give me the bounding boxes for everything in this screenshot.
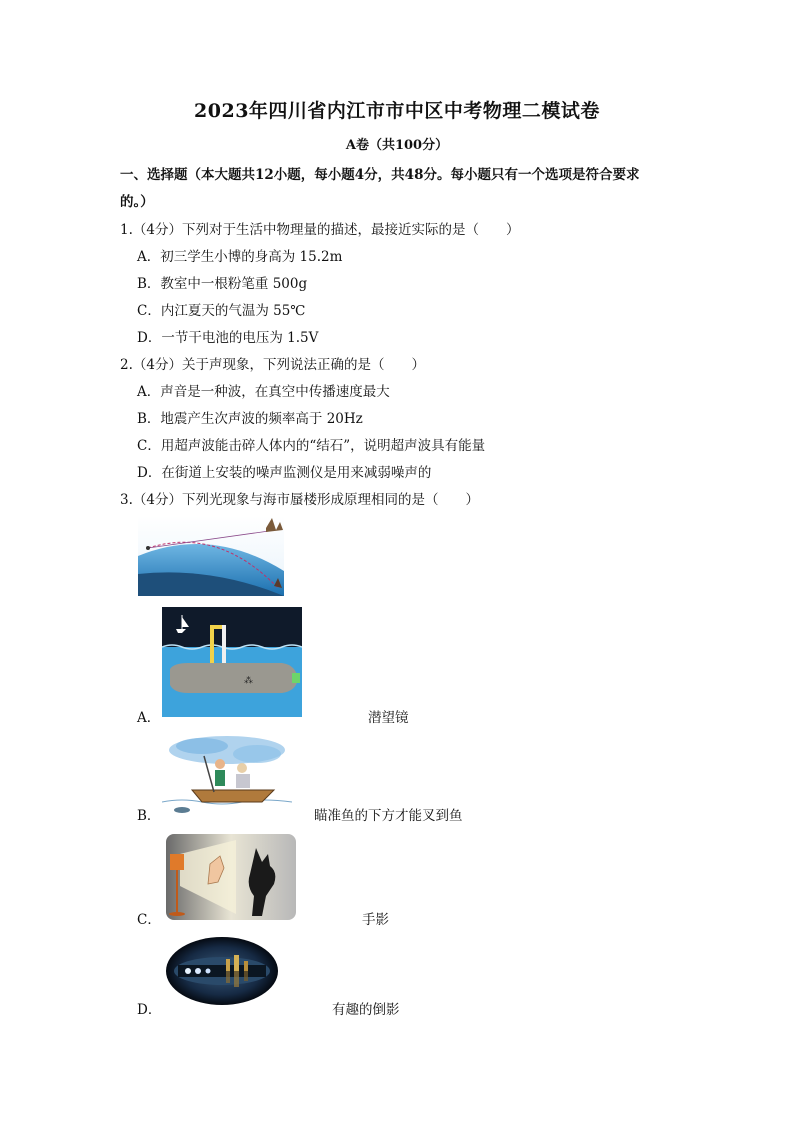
question-3-option-d-label: D． [137,1002,162,1018]
page-subtitle: A卷（共100分） [345,138,449,153]
question-3-option-b-caption: 瞄准鱼的下方才能叉到鱼 [314,808,463,824]
question-3-option-b-label: B． [137,808,161,824]
question-3-option-c-label: C． [137,912,161,928]
hand-shadow-image [166,834,296,920]
question-2-option-c: C．用超声波能击碎人体内的“结石”，说明超声波具有能量 [137,438,486,454]
question-2-stem: 2.（4分）关于声现象，下列说法正确的是（ ） [120,357,425,373]
section-heading-line1: 一、选择题（本大题共12小题，每小题4分，共48分。每小题只有一个选项是符合要求 [120,167,640,183]
question-3-option-a-label: A． [137,710,161,726]
question-1-option-a: A．初三学生小博的身高为 15.2m [137,249,343,265]
question-1-option-b: B．教室中一根粉笔重 500g [137,276,308,292]
question-3-option-d-caption: 有趣的倒影 [332,1002,400,1018]
reflection-image [164,935,280,1007]
question-2-option-a: A．声音是一种波，在真空中传播速度最大 [137,384,390,400]
question-1-option-d: D．一节干电池的电压为 1.5V [137,330,319,346]
question-2-option-b: B．地震产生次声波的频率高于 20Hz [137,411,363,427]
section-heading-line2: 的。） [120,194,154,210]
question-2-option-d: D．在街道上安装的噪声监测仪是用来减弱噪声的 [137,465,432,481]
mirage-figure [138,516,284,596]
question-1-stem: 1.（4分）下列对于生活中物理量的描述，最接近实际的是（ ） [120,222,520,238]
page-title: 2023年四川省内江市市中区中考物理二模试卷 [194,100,600,122]
question-1-option-c: C．内江夏天的气温为 55℃ [137,303,306,319]
question-3-option-c-caption: 手影 [362,912,389,928]
question-3-option-a-caption: 潜望镜 [368,710,409,726]
svg-text:⁂: ⁂ [244,676,253,686]
fishing-boat-image [162,732,292,817]
question-3-stem: 3.（4分）下列光现象与海市蜃楼形成原理相同的是（ ） [120,492,479,508]
periscope-submarine-image [162,607,302,717]
